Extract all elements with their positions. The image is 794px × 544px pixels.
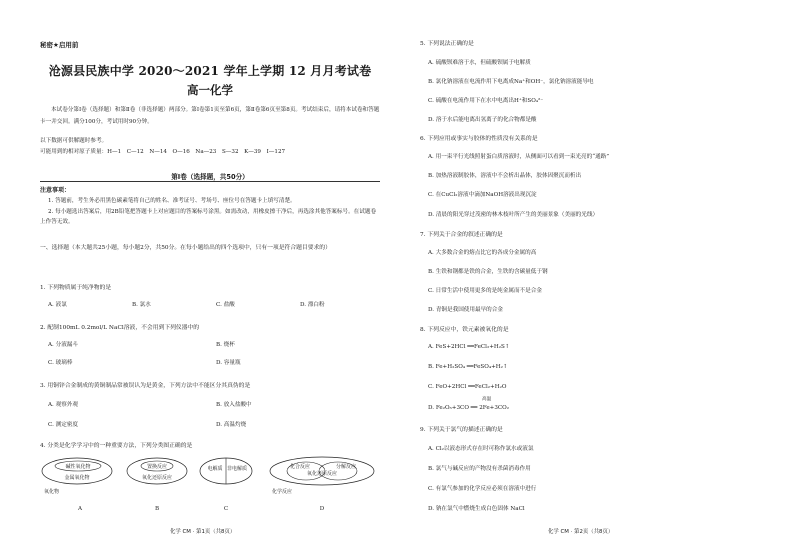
exam-subtitle: 高一化学 [187, 83, 233, 97]
question-7-option-b: B. 生铁和钢都是铁的合金，生铁的含碳量低于钢 [428, 269, 548, 275]
diagram-c [200, 458, 252, 512]
exam-intro: 本试卷分第Ⅰ卷（选择题）和第Ⅱ卷（非选择题）两部分。第Ⅰ卷第1页至第6页，第Ⅱ卷第6页至第8页。考试结束后，请将本试卷和答题卡一并交回。满分100分，考试用时90分钟。 [40, 107, 380, 125]
diagram-a [42, 458, 112, 512]
question-5-option-a: A. 硫酸钡难溶于水，但硫酸钡属于电解质 [428, 60, 531, 66]
diagram-a-label: A [77, 506, 83, 512]
reference-note: 以下数据可供解题时参考。 [40, 138, 108, 144]
diagram-d-right: 分解反应 [335, 464, 357, 470]
diagram-a-inner2: 金属氧化物 [64, 475, 90, 481]
attention-item: 1. 答题前，考生务必用黑色碳素笔将自己的姓名、准考证号、考场号、座位号在答题卡上填写清楚。 [48, 198, 296, 204]
question-7-option-c: C. 日常生活中使用更多的是纯金属而不是合金 [428, 288, 542, 294]
diagram-c-label: C [223, 506, 229, 512]
attention-item: 2. 每小题选出答案后，用2B铅笔把答题卡上对应题目的答案标号涂黑。如需改动，用橡皮擦干净后，再选涂其他答案标号。在试题卷上作答无效。 [40, 209, 377, 225]
diagram-a-inner1: 碱性氧化物 [65, 464, 91, 470]
question-9-stem: 9. 下列关于氯气的描述正确的是 [420, 427, 503, 433]
atomic-mass-note: 可能用到的相对原子质量：H—1 C—12 N—14 O—16 Na—23 S—32 K—39 I—127 [40, 149, 286, 155]
question-3-stem: 3. 用铜锌合金制成的黄铜制品常被误认为是黄金，下列方法中不能区分其真伪的是 [40, 383, 251, 389]
reaction-condition: 高温 [482, 397, 492, 402]
question-1-option-a: A. 液氯 [48, 302, 67, 308]
question-8-option-d: D. Fe₂O₃+3CO ══ 2Fe+3CO₂ [428, 405, 509, 411]
attention-title: 注意事项： [40, 187, 71, 194]
question-2-option-d: D. 容量瓶 [216, 360, 241, 366]
page-right [420, 0, 765, 544]
question-1-option-c: C. 盐酸 [216, 302, 235, 308]
question-9-option-c: C. 有氯气参加的化学反应必须在溶液中进行 [428, 486, 537, 492]
diagram-b-inner1: 置换反应 [146, 464, 168, 470]
page-footer-left: 化学 CM · 第1页（共8页） [170, 529, 236, 535]
diagram-a-outer: 氧化物 [44, 489, 60, 495]
question-3-option-c: C. 测定密度 [48, 422, 79, 428]
section-heading: 一、选择题（本大题共25小题，每小题2分，共50分。在每小题给出的四个选项中，只有一项是符合题目要求的） [40, 245, 331, 251]
question-3-option-a: A. 观察外观 [48, 402, 78, 408]
question-1-stem: 1. 下列物质属于纯净物的是 [40, 285, 112, 291]
diagram-d-left: 化合反应 [289, 464, 311, 470]
diagram-b-inner2: 氧化还原反应 [141, 475, 173, 481]
question-5-stem: 5. 下列说法正确的是 [420, 41, 474, 47]
diagram-b-label: B [154, 506, 160, 512]
question-2-option-c: C. 玻璃棒 [48, 360, 73, 366]
exam-title: 沧源县民族中学 2020～2021 学年上学期 12 月月考试卷 [48, 64, 372, 78]
question-8-stem: 8. 下列反应中，铁元素被氧化的是 [420, 327, 509, 333]
question-9-option-b: B. 氯气与碱反应的产物没有杀菌消毒作用 [428, 466, 531, 472]
volume-divider [40, 181, 380, 182]
diagram-c-left: 电解质 [207, 466, 223, 472]
question-3-option-b: B. 放入盐酸中 [216, 402, 252, 408]
secret-label: 秘密★启用前 [40, 41, 79, 49]
question-6-option-b: B. 加热溶液制胶体，溶液中不会析出晶体，胶体因聚沉而析出 [428, 173, 582, 179]
diagram-d-mid: 氧化还原反应 [306, 471, 338, 477]
diagram-d [270, 457, 374, 512]
diagram-d-label: D [319, 506, 325, 512]
question-6-option-a: A. 用一束平行光线照射蛋白质溶液时，从侧面可以看到一束光亮的“通路” [428, 154, 610, 160]
question-2-option-a: A. 分液漏斗 [48, 342, 78, 348]
question-6-option-d: D. 清晨的阳光穿过茂密的林木枝叶所产生的美丽景象（美丽的光线） [428, 212, 599, 218]
diagram-b [127, 458, 187, 512]
question-6-stem: 6. 下列应用或事实与胶体的性质没有关系的是 [420, 136, 538, 142]
question-8-option-a: A. FeS+2HCl ══FeCl₂+H₂S↑ [428, 344, 510, 350]
question-6-option-c: C. 在CuCl₂溶液中滴加NaOH溶液出现沉淀 [428, 192, 537, 198]
question-3-option-d: D. 高温灼烧 [216, 422, 247, 428]
page-left [40, 0, 380, 544]
question-8-option-b: B. Fe+H₂SO₄ ══FeSO₄+H₂↑ [428, 364, 508, 370]
question-2-stem: 2. 配制100mL 0.2mol/L NaCl溶液，不会用到下列仪器中的 [40, 325, 200, 331]
diagram-d-outer: 化学反应 [272, 489, 293, 495]
volume-title: 第Ⅰ卷（选择题，共50分） [171, 173, 249, 181]
question-9-option-a: A. Cl₂以液态形式存在时可称作氯水或液氯 [428, 446, 534, 452]
question-4-stem: 4. 分类是化学学习中的一种重要方法，下列分类图正确的是 [40, 443, 193, 449]
question-9-option-d: D. 钠在氯气中燃烧生成白色固体 NaCl [428, 506, 525, 512]
question-1-option-d: D. 漂白粉 [300, 302, 325, 308]
classification-diagrams [40, 455, 380, 515]
question-7-option-a: A. 大多数合金的熔点比它的各成分金属的高 [428, 250, 537, 256]
page-footer-right: 化学 CM · 第2页（共8页） [548, 529, 614, 535]
diagram-c-right: 非电解质 [226, 466, 248, 472]
question-8-option-c: C. FeO+2HCl ══FeCl₂+H₂O [428, 384, 507, 390]
question-5-option-d: D. 溶于水后能电离出氢离子的化合物都是酸 [428, 117, 537, 123]
question-2-option-b: B. 烧杯 [216, 342, 235, 348]
question-7-stem: 7. 下列关于合金的叙述正确的是 [420, 232, 503, 238]
question-1-option-b: B. 氯水 [132, 302, 151, 308]
question-5-option-c: C. 硫酸在电流作用下在水中电离出H⁺和SO₄²⁻ [428, 98, 544, 104]
question-7-option-d: D. 青铜是我国使用最早的合金 [428, 307, 503, 313]
question-5-option-b: B. 氯化钠溶液在电流作用下电离成Na⁺和OH⁻，氯化钠溶液能导电 [428, 79, 594, 85]
